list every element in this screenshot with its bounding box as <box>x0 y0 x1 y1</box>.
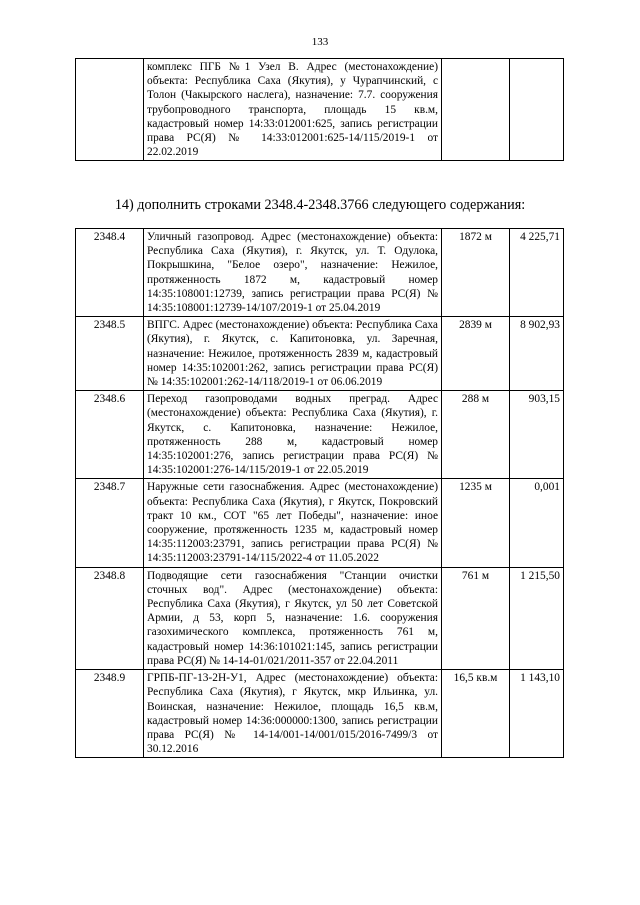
row-number: 2348.4 <box>76 229 144 317</box>
row-description: ВПГС. Адрес (местонахождение) объекта: Республика Саха (Якутия), г. Якутск, с. Капитоновка, ул. Заречная, назначение: Нежилое, протяженность 2839 м, кадастровый номер 14:35:102001:262, запись регистрации права РС(Я) № 14:35:102001:262-14/118/2019-1 от 06.06.2019 <box>144 317 442 391</box>
table-row <box>76 391 564 479</box>
row-description: Наружные сети газоснабжения. Адрес (местонахождение) объекта: Республика Саха (Якутия), г Якутск, Покровский тракт 10 км., СОТ "65 лет Победы", назначение: иное сооружение, протяженность 1235 м, кадастровый номер 14:35:112003:23791, запись регистрации права РС(Я) № 14:35:112003:23791-14/115/2022-4 от 11.05.2022 <box>144 479 442 567</box>
table-row <box>76 670 564 758</box>
row-length: 288 м <box>442 391 510 479</box>
row-number: 2348.5 <box>76 317 144 391</box>
row-length: 1235 м <box>442 479 510 567</box>
row-length: 1872 м <box>442 229 510 317</box>
row-number: 2348.6 <box>76 391 144 479</box>
row-value: 4 225,71 <box>510 229 564 317</box>
row-length: 16,5 кв.м <box>442 670 510 758</box>
row-value: 0,001 <box>510 479 564 567</box>
row-description: Переход газопроводами водных преград. Адрес (местонахождение) объекта: Республика Саха (Якутия), г. Якутск, с. Капитоновка, назначение: Нежилое, протяженность 288 м, кадастровый номер 14:35:102001:276, запись регистрации права РС(Я) № 14:35:102001:276-14/115/2019-1 от 22.05.2019 <box>144 391 442 479</box>
table-row <box>76 567 564 669</box>
row-description: Уличный газопровод. Адрес (местонахождение) объекта: Республика Саха (Якутия), г. Якутск, ул. Т. Одулока, Покрышкина, "Белое озеро", назначение: Нежилое, протяженность 1872 м, кадастровый номер 14:35:108001:12739, запись регистрации права РС(Я) № 14:35:108001:12739-14/107/2019-1 от 25.04.2019 <box>144 229 442 317</box>
row-number: 2348.8 <box>76 567 144 669</box>
row-value <box>510 59 564 161</box>
row-number: 2348.7 <box>76 479 144 567</box>
table-row <box>76 317 564 391</box>
row-number: 2348.9 <box>76 670 144 758</box>
table-row <box>76 229 564 317</box>
row-length <box>442 59 510 161</box>
amendment-text: 14) дополнить строками 2348.4-2348.3766 следующего содержания: <box>114 197 526 213</box>
row-value: 903,15 <box>510 391 564 479</box>
row-length: 2839 м <box>442 317 510 391</box>
row-length: 761 м <box>442 567 510 669</box>
row-value: 1 215,50 <box>510 567 564 669</box>
property-table <box>75 228 564 758</box>
row-number <box>76 59 144 161</box>
table-row <box>76 479 564 567</box>
continuation-table <box>75 58 564 161</box>
page-number: 133 <box>311 36 329 48</box>
row-value: 1 143,10 <box>510 670 564 758</box>
row-description: комплекс ПГБ №1 Узел В. Адрес (местонахождение) объекта: Республика Саха (Якутия), у Чурапчинский, с Толон (Чакырского наслега), назначение: 7.7. сооружения трубопроводного транспорта, площадь 15 кв.м, кадастровый номер 14:33:012001:625, запись регистрации права РС(Я) № 14:33:012001:625-14/115/2019-1 от 22.02.2019 <box>144 59 442 161</box>
row-value: 8 902,93 <box>510 317 564 391</box>
row-description: Подводящие сети газоснабжения "Станции очистки сточных вод". Адрес (местонахождение) объекта: Республика Саха (Якутия), г Якутск, ул 50 лет Советской Армии, д 53, корп 5, назначение: 1.6. сооружения газохимического комплекса, протяженность 761 м, кадастровый номер 14:36:101021:145, запись регистрации права РС(Я) № 14-14-01/021/2011-357 от 22.04.2011 <box>144 567 442 669</box>
table-row <box>76 59 564 161</box>
row-description: ГРПБ-ПГ-13-2Н-У1, Адрес (местонахождение) объекта: Республика Саха (Якутия), г Якутск, мкр Ильинка, ул. Воинская, назначение: Нежилое, площадь 16,5 кв.м, кадастровый номер 14:36:000000:1300, запись регистрации права РС(Я) № 14-14/001-14/001/015/2016-7499/3 от 30.12.2016 <box>144 670 442 758</box>
